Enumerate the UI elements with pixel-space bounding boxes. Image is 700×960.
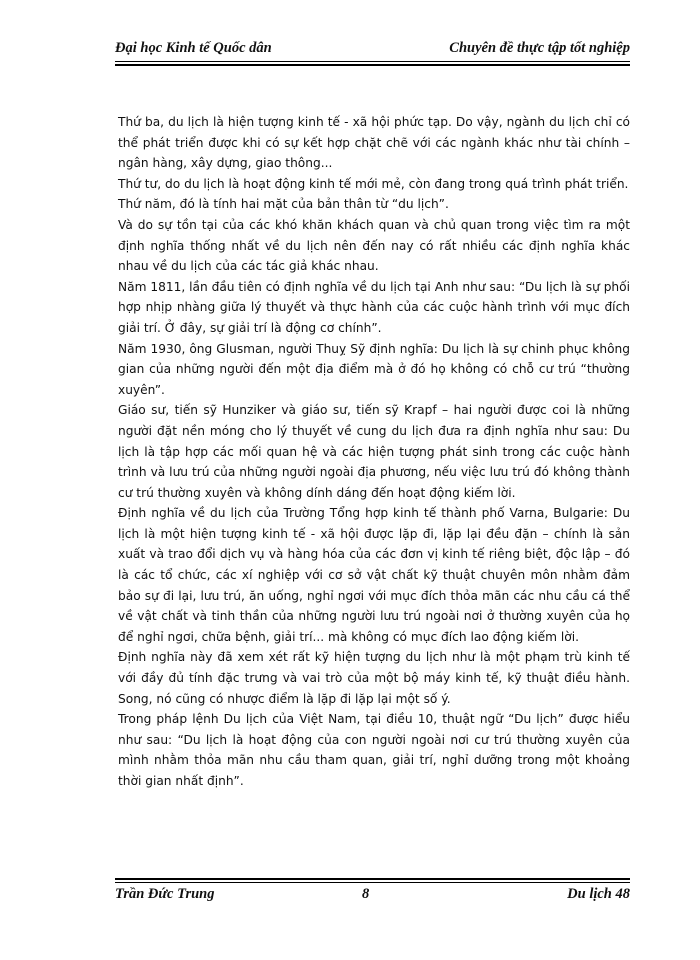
- header-rule-thick: [115, 64, 630, 66]
- paragraph: Năm 1930, ông Glusman, người Thuỵ Sỹ định nghĩa: Du lịch là sự chinh phục không gian của những người đến một địa điểm mà ở đó họ không có chỗ cư trú “thường xuyên”.: [118, 341, 630, 397]
- header-title: Chuyên đề thực tập tốt nghiệp: [449, 40, 630, 56]
- paragraph: Năm 1811, lần đầu tiên có định nghĩa về du lịch tại Anh như sau: “Du lịch là sự phối hợp nhịp nhàng giữa lý thuyết và thực hành của các cuộc hành trình với mục đích giải trí. Ở đây, sự giải trí là động cơ chính”.: [118, 279, 630, 335]
- paragraph: Và do sự tồn tại của các khó khăn khách quan và chủ quan trong việc tìm ra một định nghĩa thống nhất về du lịch nên đến nay có rất nhiều các định nghĩa khác nhau về du lịch của các tác giả khác nhau.: [118, 217, 630, 274]
- paragraph: Trong pháp lệnh Du lịch của Việt Nam, tại điều 10, thuật ngữ “Du lịch” được hiểu như sau: “Du lịch là hoạt động của con người ngoài nơi cư trú thường xuyên của mình nhằm thỏa mãn nhu cầu tham quan, giải trí, nghỉ dưỡng trong một khoảng thời gian nhất định”.: [118, 712, 630, 788]
- footer-rule-thick: [115, 878, 630, 880]
- paragraph: Thứ năm, đó là tính hai mặt của bản thân từ “du lịch”.: [118, 197, 449, 212]
- header-rule-thin: [115, 61, 630, 62]
- paragraph: Thứ tư, do du lịch là hoạt động kinh tế mới mẻ, còn đang trong quá trình phát triển.: [118, 176, 629, 191]
- page-footer: [115, 886, 630, 910]
- paragraph: Định nghĩa về du lịch của Trường Tổng hợp kinh tế thành phố Varna, Bulgarie: Du lịch là một hiện tượng kinh tế - xã hội được lặp đi, lặp lại đều đặn – chính là sản xuất và trao đổi dịch vụ và hàng hóa của các đơn vị kinh tế riêng biệt, độc lập – đó là các tổ chức, các xí nghiệp với cơ sở vật chất kỹ thuật chuyên môn nhằm đảm bảo sự đi lại, lưu trú, ăn uống, nghỉ ngơi với mục đích thỏa mãn các nhu cầu cá thể về vật chất và tinh thần của những người lưu trú ngoài nơi ở thường xuyên của họ để nghỉ ngơi, chữa bệnh, giải trí... mà không có mục đích lao động kiếm lời.: [118, 506, 630, 644]
- document-body: [118, 112, 630, 792]
- footer-rule-thin: [115, 882, 630, 883]
- paragraph: Định nghĩa này đã xem xét rất kỹ hiện tượng du lịch như là một phạm trù kinh tế với đầy đủ tính đặc trưng và vai trò của một bộ máy kinh tế, kỹ thuật điều hành. Song, nó cũng có nhược điểm là lặp đi lặp lại một số ý.: [118, 650, 630, 706]
- header-university: Đại học Kinh tế Quốc dân: [115, 40, 272, 56]
- paragraph: Thứ ba, du lịch là hiện tượng kinh tế - xã hội phức tạp. Do vậy, ngành du lịch chỉ có thể phát triển được khi có sự kết hợp chặt chẽ với các ngành khác như tài chính – ngân hàng, xây dựng, giao thông...: [118, 115, 630, 171]
- footer-author: Trần Đức Trung: [115, 886, 215, 902]
- paragraph: Giáo sư, tiến sỹ Hunziker và giáo sư, tiến sỹ Krapf – hai người được coi là những người đặt nền móng cho lý thuyết về cung du lịch đưa ra định nghĩa như sau: Du lịch là tập hợp các mối quan hệ và các hiện tượng phát sinh trong các cuộc hành trình và lưu trú của những người ngoài địa phương, nếu việc lưu trú đó không thành cư trú thường xuyên và không dính dáng đến hoạt động kiếm lời.: [118, 403, 630, 500]
- footer-class: Du lịch 48: [567, 886, 630, 902]
- page-number: 8: [362, 886, 370, 902]
